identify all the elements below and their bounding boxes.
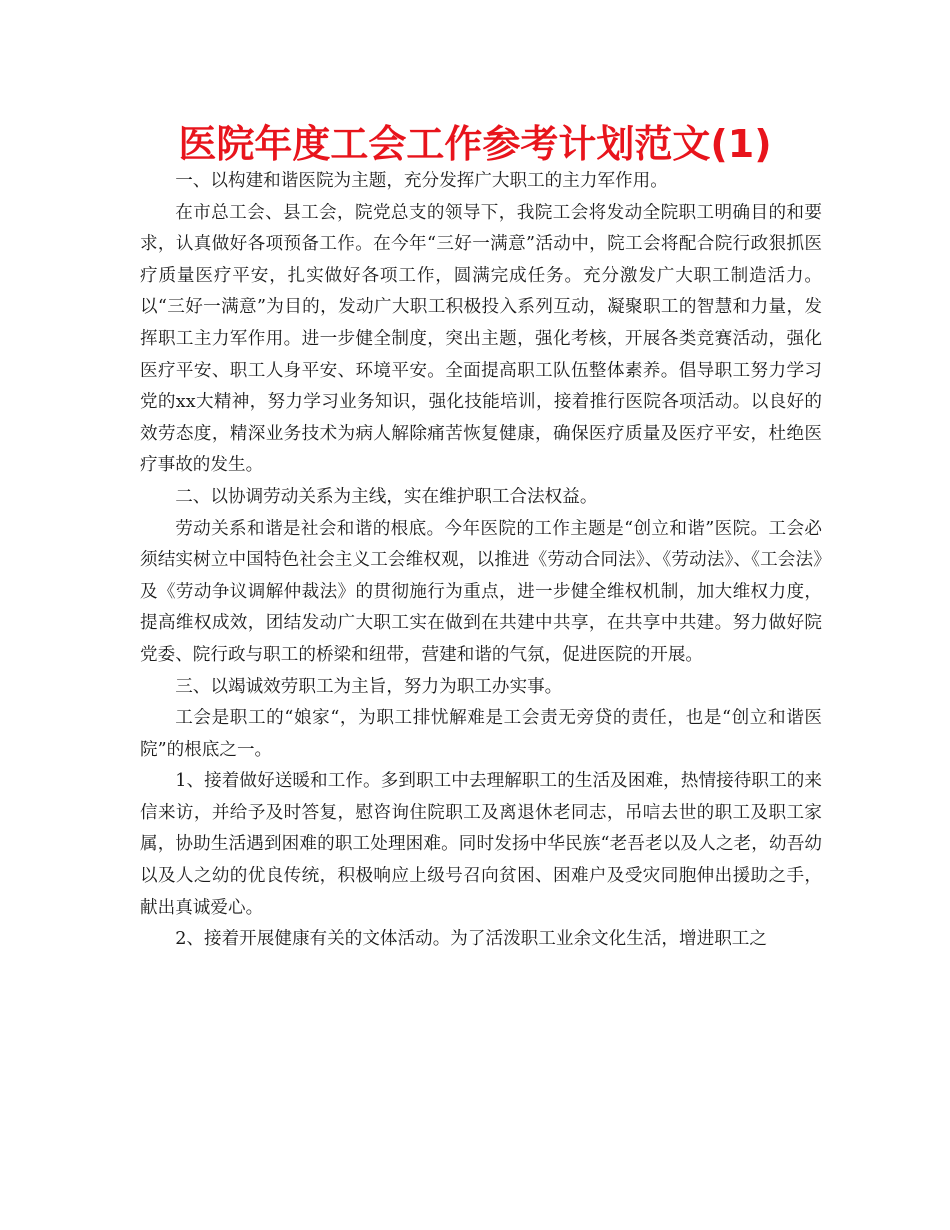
document-body: [140, 166, 822, 956]
body-paragraph: 劳动关系和谐是社会和谐的根底。今年医院的工作主题是“创立和谐”医院。工会必须结实树立中国特色社会主义工会维权观，以推进《劳动合同法》、《劳动法》、《工会法》及《劳动争议调解仲裁法》的贯彻施行为重点，进一步健全维权机制，加大维权力度，提高维权成效，团结发动广大职工实在做到在共建中共享，在共享中共建。努力做好院党委、院行政与职工的桥梁和纽带，营建和谐的气氛，促进医院的开展。: [140, 518, 822, 665]
section-heading-3: 三、以竭诚效劳职工为主旨，努力为职工办实事。: [175, 676, 563, 697]
document-title: 医院年度工会工作参考计划范文(1): [178, 122, 772, 166]
list-item-1: 1、接着做好送暖和工作。多到职工中去理解职工的生活及困难，热情接待职工的来信来访，并给予及时答复，慰咨询住院职工及离退休老同志，吊唁去世的职工及职工家属，协助生活遇到困难的职工处理困难。同时发扬中华民族“老吾老以及人之老，幼吾幼以及人之幼的优良传统，积极响应上级号召向贫困、困难户及受灾同胞伸出援助之手，献出真诚爱心。: [140, 771, 822, 918]
section-heading-2: 二、以协调劳动关系为主线，实在维护职工合法权益。: [175, 486, 598, 507]
list-item-2: 2、接着开展健康有关的文体活动。为了活泼职工业余文化生活，增进职工之: [175, 929, 767, 950]
section-heading-1: 一、以构建和谐医院为主题，充分发挥广大职工的主力军作用。: [175, 171, 668, 191]
body-paragraph: 在市总工会、县工会，院党总支的领导下，我院工会将发动全院职工明确目的和要求，认真做好各项预备工作。在今年“三好一满意”活动中，院工会将配合院行政狠抓医疗质量医疗平安，扎实做好各项工作，圆满完成任务。充分激发广大职工制造活力。以“三好一满意”为目的，发动广大职工积极投入系列互动，凝聚职工的智慧和力量，发挥职工主力军作用。进一步健全制度，突出主题，强化考核，开展各类竞赛活动，强化医疗平安、职工人身平安、环境平安。全面提高职工队伍整体素养。倡导职工努力学习党的xx大精神，努力学习业务知识，强化技能培训，接着推行医院各项活动。以良好的效劳态度，精深业务技术为病人解除痛苦恢复健康，确保医疗质量及医疗平安，杜绝医疗事故的发生。: [140, 202, 822, 476]
body-paragraph: 工会是职工的“娘家“，为职工排忧解难是工会责无旁贷的责任，也是“创立和谐医院”的根底之一。: [140, 708, 822, 760]
